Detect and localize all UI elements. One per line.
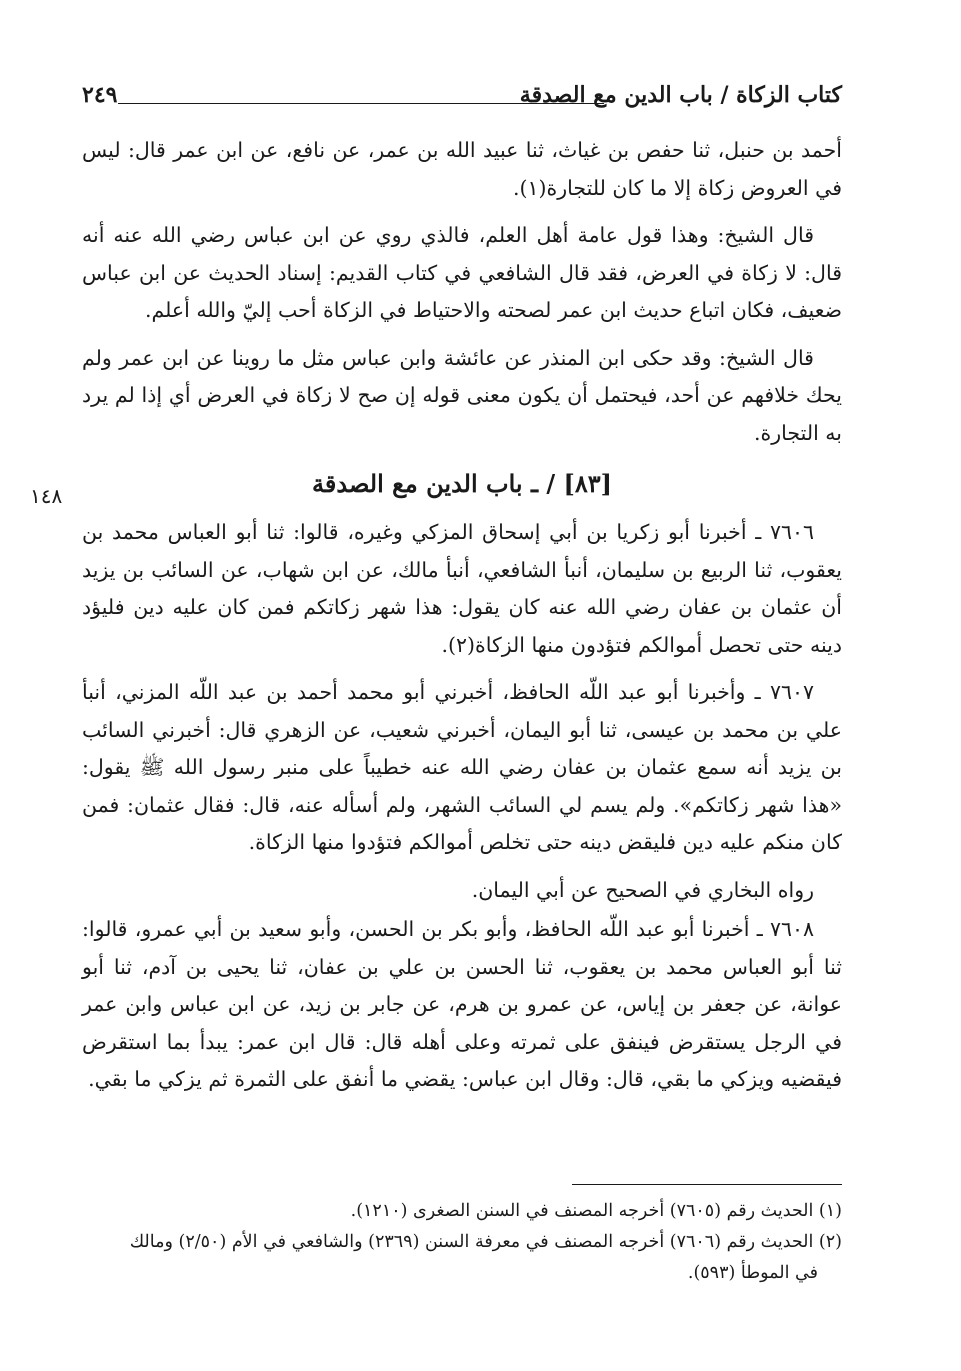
hadith-7608: ٧٦٠٨ ـ أخبرنا أبو عبد اللّه الحافظ، وأبو بكر بن الحسن، وأبو سعيد بن أبي عمرو، قالوا: ثنا أبو العباس محمد بن يعقوب، ثنا الحسن بن علي بن عفان، ثنا يحيى بن آدم، ثنا أبو عوانة، عن جعفر بن إياس، عن عمرو بن هرم، عن جابر بن زيد، عن ابن عباس وابن عمر في الرجل يستقرض فينفق على ثمرته وعلى أهله قال: قال ابن عمر: يبدأ بما استقرض فيقضيه ويزكي ما بقي، قال: وقال ابن عباس: يقضي ما أنفق على الثمرة ثم يزكي ما بقي. bbox=[82, 917, 842, 1091]
footnote-1: (١) الحديث رقم (٧٦٠٥) أخرجه المصنف في السنن الصغرى (١٢١٠). bbox=[350, 1201, 842, 1221]
footnotes bbox=[82, 1196, 842, 1289]
main-text bbox=[82, 132, 842, 1109]
paragraph: أحمد بن حنبل، ثنا حفص بن غياث، ثنا عبيد الله بن عمر، عن نافع، عن ابن عمر قال: ليس في العروض زكاة إلا ما كان للتجارة(١). bbox=[82, 138, 842, 200]
footnote-separator bbox=[572, 1184, 842, 1185]
paragraph: قال الشيخ: وقد حكى ابن المنذر عن عائشة وابن عباس مثل ما روينا عن ابن عمر ولم يحك خلافهم عن أحد، فيحتمل أن يكون معنى قوله إن صح لا زكاة في العرض أي إذا لم يرد به التجارة. bbox=[82, 345, 842, 445]
footnote-2-continuation: في الموطأ (٥٩٣). bbox=[687, 1263, 818, 1283]
margin-page-reference: ١٤٨ bbox=[30, 484, 63, 508]
header-title: كتاب الزكاة / باب الدين مع الصدقة bbox=[519, 82, 842, 108]
chapter-heading: [٨٣] / ـ باب الدين مع الصدقة bbox=[312, 469, 612, 498]
footnote-2: (٢) الحديث رقم (٧٦٠٦) أخرجه المصنف في معرفة السنن (٢٣٦٩) والشافعي في الأم (٢/٥٠) ومالك bbox=[129, 1232, 842, 1252]
hadith-7607: ٧٦٠٧ ـ وأخبرنا أبو عبد اللّه الحافظ، أخبرني أبو محمد أحمد بن عبد اللّه المزني، أنبأ علي بن محمد بن عيسى، ثنا أبو اليمان، أخبرني شعيب، عن الزهري قال: أخبرني السائب بن يزيد أنه سمع عثمان بن عفان رضي الله عنه خطيباً على منبر رسول الله ﷺ يقول: «هذا شهر زكاتكم». ولم يسم لي السائب الشهر، ولم أسأله عنه، قال: فقال عثمان: فمن كان منكم عليه دين فليقض دينه حتى تخلص أموالكم فتؤدوا منها الزكاة. bbox=[82, 680, 842, 854]
running-header bbox=[82, 78, 842, 118]
page-number: ٢٤٩ bbox=[82, 82, 118, 108]
hadith-7606: ٧٦٠٦ ـ أخبرنا أبو زكريا بن أبي إسحاق المزكي وغيره، قالوا: ثنا أبو العباس محمد بن يعقوب، ثنا الربيع بن سليمان، أنبأ الشافعي، أنبأ مالك، عن ابن شهاب، عن السائب بن يزيد أن عثمان بن عفان رضي الله عنه كان يقول: هذا شهر زكاتكم فمن كان عليه دين فليؤد دينه حتى تحصل أموالكم فتؤدون منها الزكاة(٢). bbox=[82, 520, 842, 657]
header-rule bbox=[118, 103, 604, 104]
paragraph: قال الشيخ: وهذا قول عامة أهل العلم، فالذي روي عن ابن عباس رضي الله عنه أنه قال: لا زكاة في العرض، فقد قال الشافعي في كتاب القديم: إسناد الحديث عن ابن عباس ضعيف، فكان اتباع حديث ابن عمر لصحته والاحتياط في الزكاة أحب إليّ والله أعلم. bbox=[82, 223, 842, 322]
narration-note: رواه البخاري في الصحيح عن أبي اليمان. bbox=[471, 877, 814, 902]
